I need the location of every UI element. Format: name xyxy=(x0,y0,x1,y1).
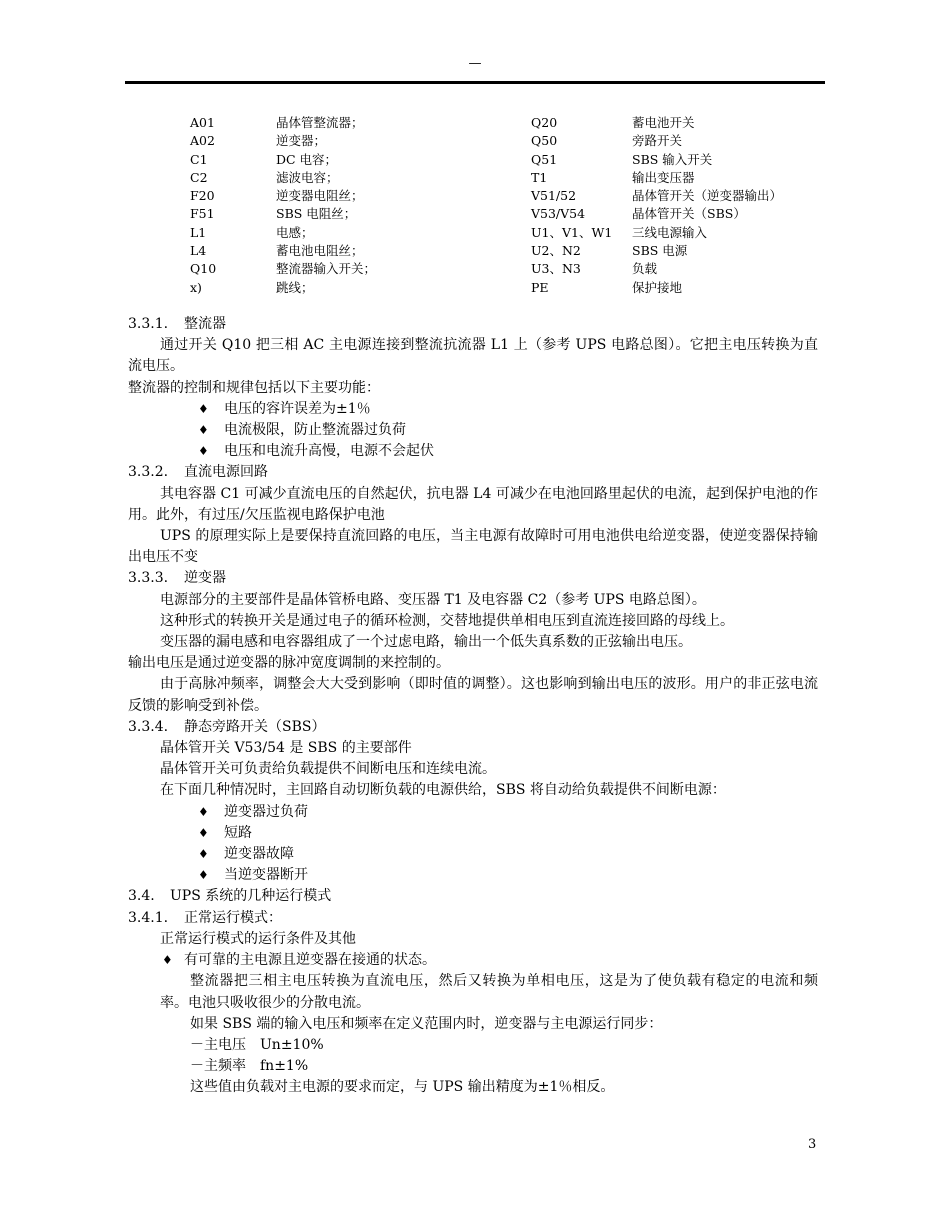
legend-description: 逆变器； xyxy=(276,133,327,149)
legend-description: SBS 电源 xyxy=(632,243,688,259)
paragraph: 整流器把三相主电压转换为直流电压，然后又转换为单相电压，这是为了使负载有稳定的电流和频率。电池只吸收很少的分散电流。 xyxy=(160,973,818,1011)
list-item: ♦ 电压和电流升高慢，电源不会起伏 xyxy=(128,441,818,462)
legend-row xyxy=(0,132,950,150)
paragraph: 输出电压是通过逆变器的脉冲宽度调制的来控制的。 xyxy=(128,655,450,672)
legend-description: 蓄电池电阻丝； xyxy=(276,243,364,259)
legend-code: Q50 xyxy=(531,133,558,149)
section-heading-3-4-1: 3.4.1. 正常运行模式： xyxy=(128,909,282,926)
diamond-bullet-icon: ♦ xyxy=(198,847,209,862)
list-item: ♦ 电压的容许误差为±1％ xyxy=(128,399,818,420)
header-rule xyxy=(125,81,825,84)
legend-code: C2 xyxy=(190,169,208,185)
legend-description: 晶体管整流器； xyxy=(276,115,364,130)
paragraph: 这种形式的转换开关是通过电子的循环检测，交替地提供单相电压到直流连接回路的母线上。 xyxy=(160,612,734,629)
paragraph: －主频率 fn±1% xyxy=(190,1058,309,1075)
legend-row xyxy=(0,169,950,187)
legend-description: 电感； xyxy=(276,224,314,240)
legend-description: 跳线； xyxy=(276,279,314,295)
legend-description: SBS 输入开关 xyxy=(632,151,713,167)
legend-row xyxy=(0,260,950,278)
legend-row xyxy=(0,187,950,205)
legend-code: x) xyxy=(190,279,202,295)
legend-code: V51/52 xyxy=(531,188,577,204)
list-item: ♦ 当逆变器断开 xyxy=(128,865,818,886)
legend-row xyxy=(0,242,950,260)
paragraph: 正常运行模式的运行条件及其他 xyxy=(160,930,356,947)
legend-code: V53/V54 xyxy=(531,206,586,222)
section-heading-3-4: 3.4. UPS 系统的几种运行模式 xyxy=(128,888,332,905)
legend-code: A02 xyxy=(190,133,215,149)
diamond-bullet-icon: ♦ xyxy=(162,953,173,968)
legend-row xyxy=(0,279,950,297)
paragraph: 晶体管开关 V53/54 是 SBS 的主要部件 xyxy=(160,740,412,757)
legend-description: 蓄电池开关 xyxy=(632,115,695,130)
paragraph: 其电容器 C1 可减少直流电压的自然起伏，抗电器 L4 可减少在电池回路里起伏的电流，起到保护电池的作用。此外，有过压/欠压监视电路保护电池 xyxy=(128,485,818,523)
paragraph: 由于高脉冲频率，调整会大大受到影响（即时值的调整）。这也影响到输出电压的波形。用户的非正弦电流反馈的影响受到补偿。 xyxy=(128,676,818,714)
paragraph: 这些值由负载对主电源的要求而定，与 UPS 输出精度为±1％相反。 xyxy=(190,1079,615,1096)
legend-code: A01 xyxy=(190,115,215,130)
paragraph: 通过开关 Q10 把三相 AC 主电源连接到整流抗流器 L1 上（参考 UPS 电路总图）。它把主电压转换为直流电压。 xyxy=(128,337,818,375)
legend-code: F20 xyxy=(190,188,215,204)
paragraph: UPS 的原理实际上是要保持直流回路的电压，当主电源有故障时可用电池供电给逆变器，使逆变器保持输出电压不变 xyxy=(128,528,818,566)
legend-row xyxy=(0,205,950,223)
list-item: ♦ 逆变器过负荷 xyxy=(128,802,818,823)
legend-description: 晶体管开关（逆变器输出） xyxy=(632,188,783,204)
section-heading-3-3-2: 3.3.2. 直流电源回路 xyxy=(128,464,268,481)
paragraph: －主电压 Un±10% xyxy=(190,1036,324,1053)
legend-description: 保护接地 xyxy=(632,279,683,295)
legend-code: T1 xyxy=(531,169,548,185)
legend-code: PE xyxy=(531,279,549,295)
legend-code: L4 xyxy=(190,243,207,259)
paragraph: 在下面几种情况时，主回路自动切断负载的电源供给，SBS 将自动给负载提供不间断电源： xyxy=(160,782,726,799)
legend-description: DC 电容； xyxy=(276,151,338,167)
section-heading-3-3-3: 3.3.3. 逆变器 xyxy=(128,570,226,587)
legend-description: 负载 xyxy=(632,261,658,277)
legend-description: 输出变压器 xyxy=(632,169,695,185)
diamond-bullet-icon: ♦ xyxy=(198,825,209,840)
legend-code: Q10 xyxy=(190,261,217,277)
legend-description: 三线电源输入 xyxy=(632,224,708,240)
legend-code: C1 xyxy=(190,151,208,167)
legend-code: Q51 xyxy=(531,151,558,167)
list-item: ♦ 逆变器故障 xyxy=(128,844,818,865)
legend-code: U3、N3 xyxy=(531,261,581,277)
paragraph: 整流器的控制和规律包括以下主要功能： xyxy=(128,379,380,396)
paragraph: 晶体管开关可负责给负载提供不间断电压和连续电流。 xyxy=(160,761,496,778)
legend-code: F51 xyxy=(190,206,215,222)
section-heading-3-3-1: 3.3.1. 整流器 xyxy=(128,316,226,332)
legend-description: 滤波电容； xyxy=(276,169,339,185)
component-legend xyxy=(0,114,950,297)
diamond-bullet-icon: ♦ xyxy=(198,444,209,459)
document-body xyxy=(128,314,818,1099)
list-item: ♦ 有可靠的主电源且逆变器在接通的状态。 xyxy=(128,950,818,971)
legend-row xyxy=(0,224,950,242)
legend-description: 逆变器电阻丝； xyxy=(276,188,364,204)
paragraph: 如果 SBS 端的输入电压和频率在定义范围内时，逆变器与主电源运行同步： xyxy=(190,1015,663,1032)
legend-code: U1、V1、W1 xyxy=(531,224,613,240)
header-mark: — xyxy=(468,56,482,71)
diamond-bullet-icon: ♦ xyxy=(198,868,209,883)
page-number: 3 xyxy=(808,1137,817,1152)
diamond-bullet-icon: ♦ xyxy=(198,804,209,819)
legend-row xyxy=(0,114,950,132)
legend-description: 整流器输入开关； xyxy=(276,261,377,277)
legend-description: SBS 电阻丝； xyxy=(276,206,357,222)
section-heading-3-3-4: 3.3.4. 静态旁路开关（SBS） xyxy=(128,718,326,735)
legend-code: L1 xyxy=(190,224,207,240)
paragraph: 变压器的漏电感和电容器组成了一个过虑电路，输出一个低失真系数的正弦输出电压。 xyxy=(160,634,692,651)
diamond-bullet-icon: ♦ xyxy=(198,401,209,416)
legend-description: 旁路开关 xyxy=(632,133,683,149)
paragraph: 电源部分的主要部件是晶体管桥电路、变压器 T1 及电容器 C2（参考 UPS 电路总图）。 xyxy=(160,591,706,608)
list-item: ♦ 短路 xyxy=(128,823,818,844)
legend-description: 晶体管开关（SBS） xyxy=(632,206,746,222)
diamond-bullet-icon: ♦ xyxy=(198,423,209,438)
legend-code: Q20 xyxy=(531,115,558,130)
legend-row xyxy=(0,151,950,169)
list-item: ♦ 电流极限，防止整流器过负荷 xyxy=(128,420,818,441)
legend-code: U2、N2 xyxy=(531,243,581,259)
